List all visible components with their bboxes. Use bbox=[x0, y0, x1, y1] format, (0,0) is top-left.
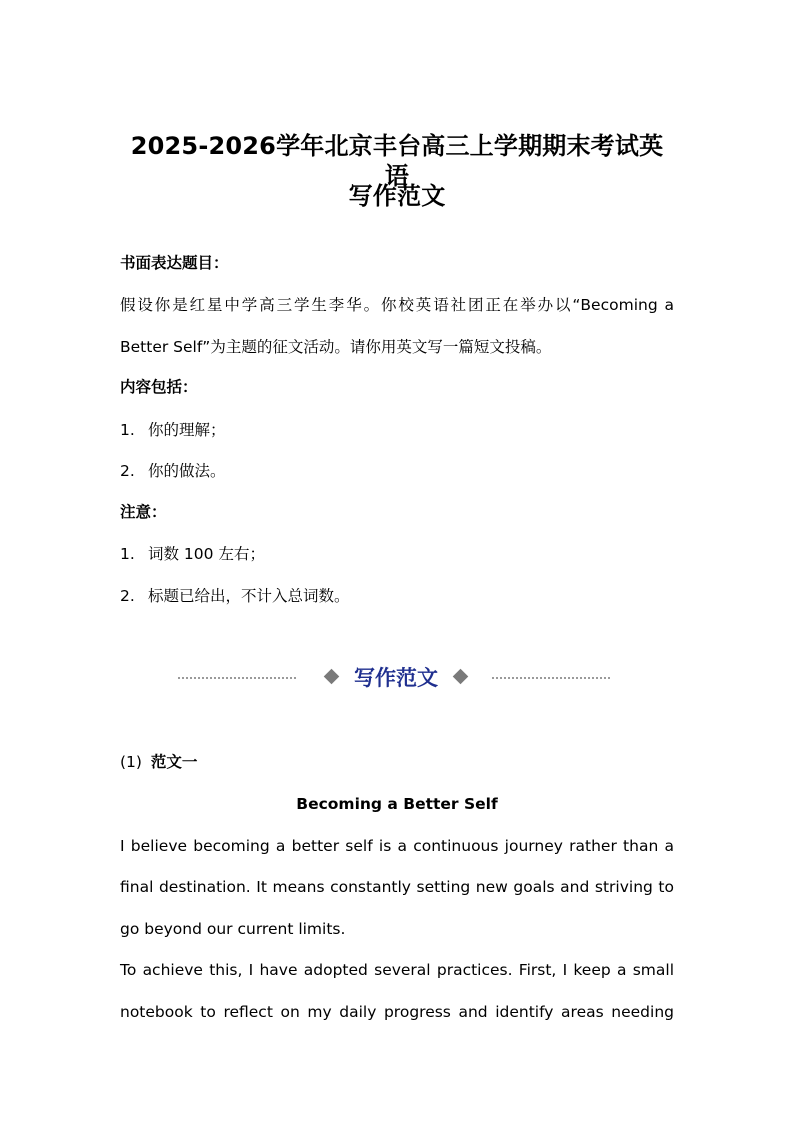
essay-line: notebook to reflect on my daily progress and identify areas needing bbox=[120, 1003, 674, 1021]
content-item-number: 2. bbox=[120, 462, 135, 480]
prompt-text-line-1: 假设你是红星中学高三学生李华。你校英语社团正在举办以“Becoming a bbox=[120, 296, 674, 314]
essay-line: To achieve this, I have adopted several practices. First, I keep a small bbox=[120, 961, 674, 979]
prompt-heading: 书面表达题目： bbox=[120, 254, 229, 272]
diamond-icon bbox=[453, 669, 469, 685]
essay-line: I believe becoming a better self is a continuous journey rather than a bbox=[120, 837, 674, 855]
content-item bbox=[120, 420, 674, 440]
content-item-text: 你的做法。 bbox=[148, 462, 226, 480]
notes-item bbox=[120, 586, 674, 606]
essay-title: Becoming a Better Self bbox=[296, 795, 498, 813]
divider-dotted-rule-right bbox=[492, 677, 610, 679]
sample-label: 范文一 bbox=[150, 753, 198, 771]
sample-heading bbox=[120, 752, 674, 772]
content-item-number: 1. bbox=[120, 421, 135, 439]
notes-heading: 注意： bbox=[120, 503, 167, 521]
prompt-text-line-2: Better Self”为主题的征文活动。请你用英文写一篇短文投稿。 bbox=[120, 338, 552, 356]
notes-item bbox=[120, 544, 674, 564]
content-item bbox=[120, 461, 674, 481]
sample-marker: (1) bbox=[120, 753, 142, 771]
content-heading: 内容包括： bbox=[120, 378, 198, 396]
section-divider bbox=[178, 663, 610, 693]
document-title-line-2: 写作范文 bbox=[348, 182, 446, 210]
notes-item-number: 1. bbox=[120, 545, 135, 563]
notes-item-text: 词数 100 左右； bbox=[148, 545, 265, 563]
essay-line: go beyond our current limits. bbox=[120, 920, 346, 938]
notes-item-text: 标题已给出，不计入总词数。 bbox=[148, 587, 350, 605]
content-item-text: 你的理解； bbox=[148, 421, 226, 439]
divider-dotted-rule-left bbox=[178, 677, 296, 679]
diamond-icon bbox=[324, 669, 340, 685]
essay-line: final destination. It means constantly setting new goals and striving to bbox=[120, 878, 674, 896]
notes-item-number: 2. bbox=[120, 587, 135, 605]
document-title-line-1: 2025-2026学年北京丰台高三上学期期末考试英语 bbox=[130, 132, 664, 190]
divider-label: 写作范文 bbox=[354, 666, 438, 690]
